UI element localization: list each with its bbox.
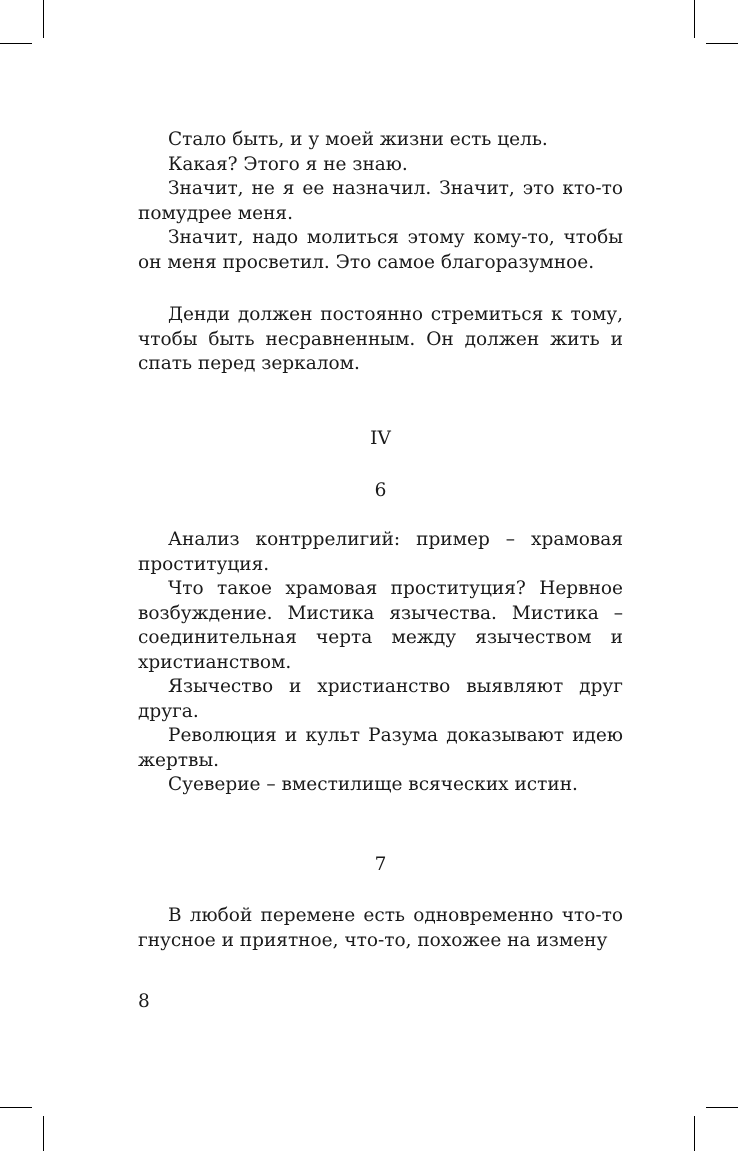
text-block-dandy	[138, 303, 623, 377]
crop-mark-bottom-right-horizontal	[706, 1107, 738, 1108]
paragraph: В любой перемене есть одновременно что-то гнусное и приятное, что-то, похожее на измену	[138, 905, 623, 951]
text-block-section-6	[138, 528, 623, 798]
crop-mark-top-left-vertical	[43, 0, 44, 38]
crop-mark-top-right-vertical	[694, 0, 695, 38]
section-heading-6: 6	[374, 480, 387, 501]
paragraph: Революция и культ Разума доказывают идею жертвы.	[138, 725, 623, 771]
paragraph: Суеверие – вместилище всяческих истин.	[168, 774, 578, 795]
text-block-section-7	[138, 904, 623, 953]
page-number: 8	[138, 991, 150, 1012]
paragraph: Что такое храмовая проституция? Нервное возбуждение. Мистика язычества. Мистика – соединительная черта между язычеством и христианством.	[138, 578, 623, 673]
paragraph: Значит, не я ее назначил. Значит, это кто-то помудрее меня.	[138, 178, 623, 224]
text-block-purpose	[138, 128, 623, 275]
part-heading: IV	[370, 428, 391, 449]
paragraph: Язычество и христианство выявляют друг друга.	[138, 676, 623, 722]
crop-mark-bottom-left-horizontal	[0, 1107, 32, 1108]
paragraph: Значит, надо молиться этому кому-то, чтобы он меня просветил. Это самое благоразумное.	[138, 227, 623, 273]
crop-mark-bottom-left-vertical	[43, 1116, 44, 1151]
crop-mark-bottom-right-vertical	[694, 1116, 695, 1151]
paragraph: Анализ контррелигий: пример – храмовая проституция.	[138, 529, 623, 575]
crop-mark-top-left-horizontal	[0, 43, 32, 44]
paragraph: Стало быть, и у моей жизни есть цель.	[168, 129, 548, 150]
paragraph: Какая? Этого я не знаю.	[168, 153, 408, 175]
paragraph: Денди должен постоянно стремиться к тому, чтобы быть несравненным. Он должен жить и спать перед зеркалом.	[138, 304, 623, 374]
section-heading-7: 7	[374, 854, 387, 875]
crop-mark-top-right-horizontal	[706, 43, 738, 44]
